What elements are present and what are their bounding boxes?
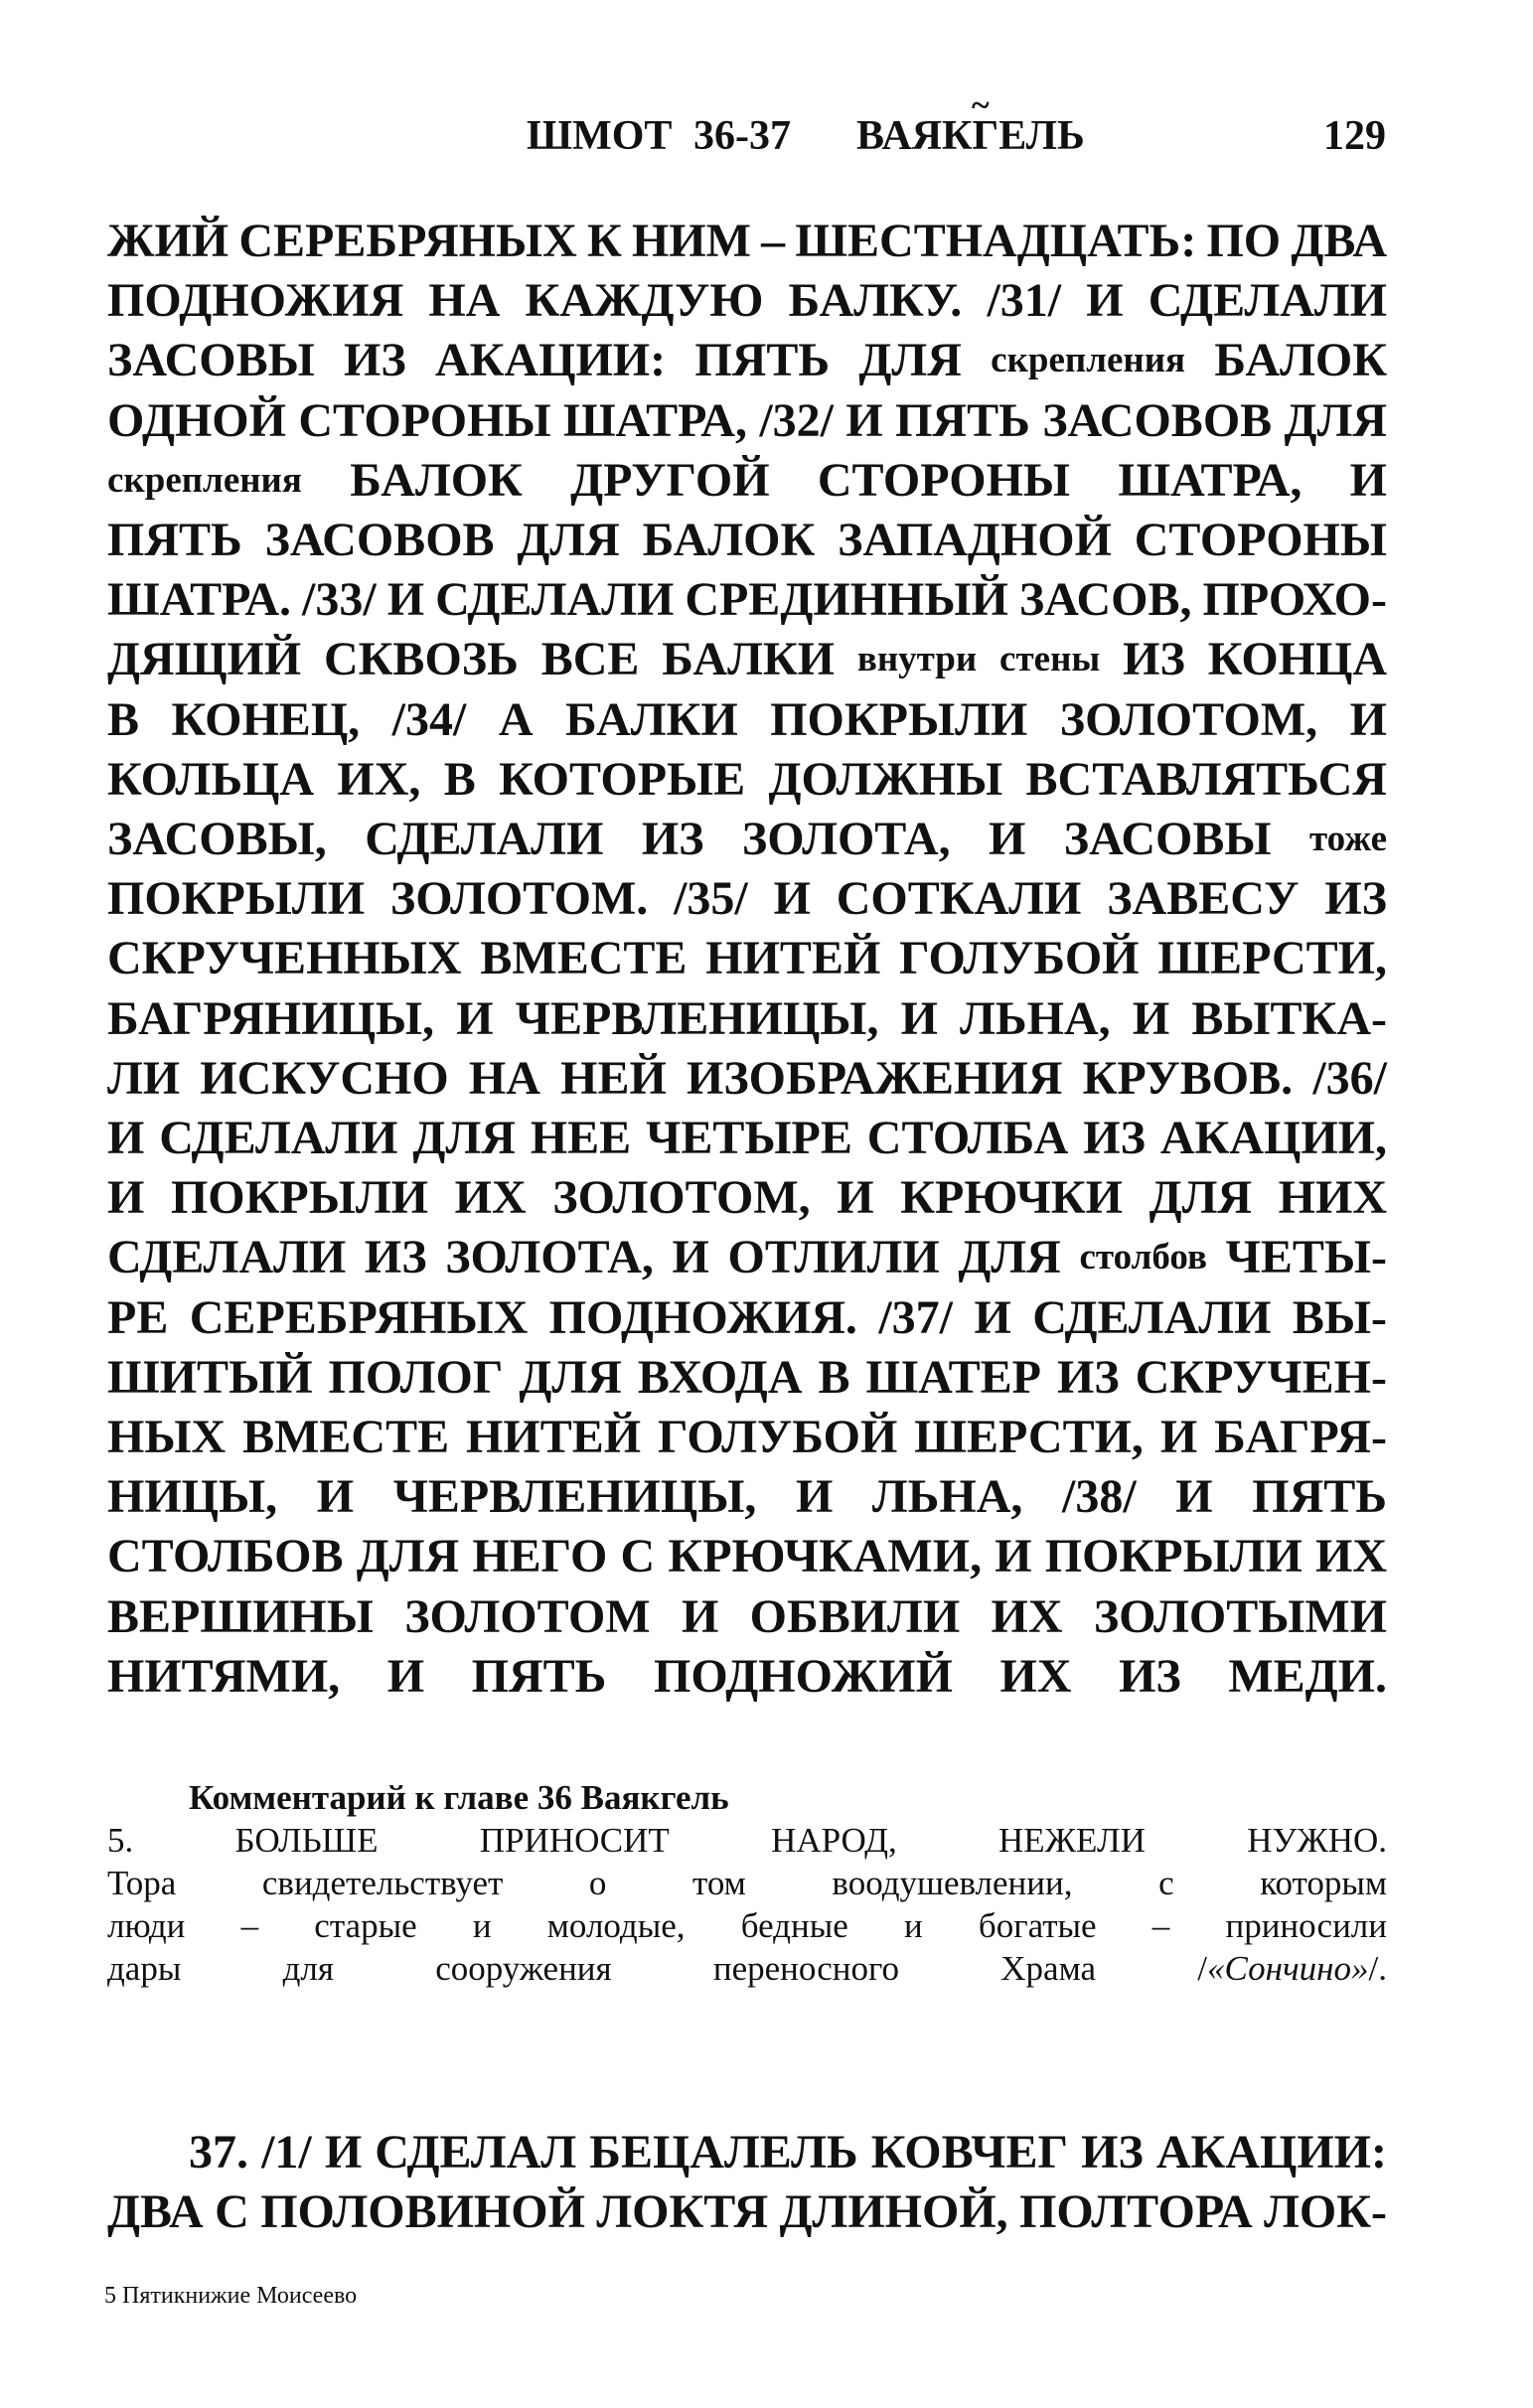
word: НИЦЫ, [107,1470,278,1524]
running-head-parsha: ВАЯКГЕЛЬ [856,113,1085,159]
word: /36/ [1312,1051,1387,1105]
word: ШАТЕР [865,1350,1041,1404]
footer-signature: 5 Пятикнижие Моисеево [104,2283,358,2309]
word: ДЛЯ [1284,393,1387,447]
word: ОТЛИЛИ [727,1231,940,1284]
word: СЕРЕБРЯНЫХ [238,215,577,267]
word: ЧЕРВЛЕНИЦЫ, [515,991,879,1045]
word: 37. [189,2126,248,2179]
scripture-line [107,391,1387,451]
word: АКАЦИИ: [1155,2126,1387,2179]
word: /35/ [674,872,748,926]
word: НИТЕЙ [466,1411,642,1463]
word: ИЗ [364,1231,427,1284]
scripture-line [107,212,1387,271]
word: НИХ [1278,1171,1387,1225]
scripture-line [107,2182,1387,2242]
scripture-line [107,750,1387,810]
word: и [903,1906,923,1945]
running-head-book: ШМОТ [527,113,673,159]
word: ВХОДА [637,1350,803,1404]
word: НИТЕЙ [705,932,881,985]
word: ЗАПАДНОЙ [838,514,1112,566]
word: СРЕДИННЫЙ [685,573,1008,627]
word: ИЗ [1119,1649,1181,1703]
word: ВЫ- [1292,1290,1387,1344]
word: ЗОЛОТОМ, [1059,692,1318,746]
word: И [989,813,1026,865]
word: ЗАСОВОВ [1042,393,1273,447]
word: И [107,1171,145,1225]
word: И [974,1290,1011,1344]
word: ЛЬНА, [871,1470,1023,1524]
word: СТОРОНЫ [1134,514,1387,566]
scripture-line [107,1647,1387,1707]
word: КОТОРЫЕ [499,752,746,806]
word: богатые [978,1906,1097,1945]
word: БЕЦАЛЕЛЬ [589,2126,858,2179]
word: КОВЧЕГ [870,2126,1069,2179]
word: И [795,1470,834,1524]
word: о [588,1864,607,1902]
word: БОЛЬШЕ [234,1821,379,1860]
word: ЛОК- [1264,2185,1387,2239]
word: С [215,2185,249,2239]
word: ИХ [999,1649,1072,1703]
word: НИТЯМИ, [107,1649,341,1703]
word: НУЖНО. [1247,1821,1387,1860]
running-head [0,111,1533,161]
word: ЗАСОВ, [1018,573,1192,627]
word: БАЛКИ [565,692,738,746]
word: старые [314,1906,417,1945]
word: свидетельствует [261,1864,504,1902]
word: И [324,2126,363,2179]
word: И [672,1231,709,1284]
word: И [1175,1470,1213,1524]
word: ИХ [454,1171,527,1225]
word: КРУВОВ. [1082,1051,1294,1105]
word: БАГРЯНИЦЫ, [107,991,435,1045]
word: ПО [1206,215,1282,267]
word: Тора [107,1864,177,1902]
word: И [995,1530,1032,1583]
word: БАЛКИ [662,633,835,686]
word: ЛЬНА, [960,991,1111,1045]
word: РЕ [107,1290,169,1344]
word: В [443,752,476,806]
word: ИХ, [337,752,421,806]
word: /37/ [878,1290,954,1344]
word: БАЛОК [1214,334,1387,387]
word: и [472,1906,492,1945]
word: И [845,393,883,447]
scripture-line [107,1527,1387,1586]
word: А [498,692,534,746]
word: ДЛИНОЙ, [779,2185,1008,2239]
scripture-line [107,1228,1387,1287]
word: ЗАСОВЫ [1063,813,1272,865]
word: ШАТРА, [1118,453,1303,507]
word: скрепления [107,459,302,501]
word: ВЫТКА- [1191,991,1387,1045]
word: ДВА [107,2185,204,2239]
word: НИМ [631,215,751,267]
commentary-line [107,1947,1387,1990]
word: ВСЕ [540,633,640,686]
word: БАЛОК [642,514,816,566]
word: ЧЕТЫРЕ [646,1112,852,1164]
word: АКАЦИИ: [434,334,667,387]
scripture-line [107,989,1387,1049]
word: БАЛКУ. [788,274,963,328]
word: ИСКУСНО [200,1051,449,1105]
word: ДЛЯ [958,1231,1061,1284]
word: СТОРОНЫ [817,453,1071,507]
word: СДЕЛАЛ [375,2126,577,2179]
word: И [386,1649,425,1703]
word: ИЗ [641,813,704,865]
word: И [107,1112,145,1164]
word: /31/ [987,274,1062,328]
word: И [1349,692,1387,746]
word: ДЛЯ [356,1530,460,1583]
word: ПОКРЫЛИ [770,692,1028,746]
word: сооружения [435,1949,612,1988]
word: переносного [712,1949,900,1988]
word: ПОКРЫЛИ [107,872,366,926]
word: НА [428,274,501,328]
word: ВМЕСТЕ [242,1411,450,1463]
word: – [1151,1906,1170,1945]
scripture-line [107,1408,1387,1467]
word: ПОКРЫЛИ [1044,1530,1303,1583]
word: ЗОЛОТОМ, [552,1171,811,1225]
word: ПРОХО- [1202,573,1387,627]
word: СДЕЛАЛИ [1148,274,1387,328]
word: ИЗ [1056,1350,1120,1404]
word: МЕДИ. [1228,1649,1387,1703]
word: ДЛЯ [519,1350,622,1404]
word: СКВОЗЬ [323,633,519,686]
word: ЧЕТЫ- [1225,1231,1387,1284]
word: НЕЕ [530,1112,632,1164]
word: /1/ [261,2126,312,2179]
word: /32/ [759,393,834,447]
word: 5. [107,1821,134,1860]
scripture-line [107,1348,1387,1408]
word: ИЗ [1081,2126,1144,2179]
word: ПОЛТОРА [1019,2185,1253,2239]
word: ПОДНОЖИЯ. [548,1290,857,1344]
word: /38/ [1062,1470,1137,1524]
word: СТОРОНЫ [298,393,551,447]
word: дары [107,1949,182,1988]
word: ЗАСОВОВ [264,514,495,566]
scripture-line [107,1288,1387,1348]
word: ШИТЫЙ [107,1350,313,1404]
word: которым [1260,1864,1387,1902]
scripture-line [189,2123,1387,2182]
word: ВМЕСТЕ [480,932,688,985]
word: В [818,1350,850,1404]
word: ПЯТЬ [895,393,1030,447]
scripture-line [107,331,1387,390]
word: ДЛЯ [517,514,620,566]
word: ЛИ [107,1051,181,1105]
word: ЛОКТЯ [596,2185,769,2239]
word: СДЕЛАЛИ [365,813,604,865]
word: СДЕЛАЛИ [159,1112,398,1164]
word: И [1159,1411,1198,1463]
scripture-line [107,630,1387,689]
tilde-diacritic-icon: ~ [972,87,990,124]
word: СКРУЧЕННЫХ [107,932,462,985]
commentary-line [107,1862,1387,1904]
word: скрепления [991,340,1186,381]
word: с [1158,1864,1174,1902]
word: КОНЦА [1207,633,1387,686]
word: ПОКРЫЛИ [170,1171,428,1225]
word: ИХ [991,1589,1063,1643]
word: ОДНОЙ [107,393,286,447]
scripture-line [107,451,1387,511]
word: ДЯЩИЙ [107,633,302,686]
word: КОЛЬЦА [107,752,315,806]
word: ЗАСОВЫ, [107,813,327,865]
commentary-line [107,1904,1387,1947]
word: стены [999,639,1101,680]
word: ПОЛОГ [328,1350,504,1404]
word: АКАЦИИ, [1159,1112,1387,1164]
scripture-line [107,869,1387,929]
word: В [107,692,140,746]
word: ИХ [1315,1530,1387,1583]
word: НЕЙ [560,1051,667,1105]
word: И [681,1589,719,1643]
word: ГОЛУБОЙ [899,932,1140,985]
word: И [1086,274,1124,328]
word: И [1132,991,1170,1045]
word: КРЮЧКИ [900,1171,1123,1225]
word: Храма [1000,1949,1097,1988]
word: ЗОЛОТОМ. [389,872,649,926]
word: для [282,1949,334,1988]
word: ПЯТЬ [107,514,242,566]
word: ВЕРШИНЫ [107,1589,374,1643]
word: ГОЛУБОЙ [657,1411,898,1463]
word: НАРОД, [771,1821,897,1860]
word: ПЯТЬ [471,1649,607,1703]
word: столбов [1079,1237,1207,1279]
word: ПЯТЬ [1252,1470,1387,1524]
word: приносили [1225,1906,1387,1945]
word: ШАТРА, [562,393,747,447]
word: СЕРЕБРЯНЫХ [189,1290,529,1344]
scripture-line [107,1049,1387,1109]
word: ЗОЛОТЫМИ [1093,1589,1387,1643]
word: С [620,1530,656,1583]
word: ПЯТЬ [694,334,831,387]
word: КАЖДУЮ [525,274,764,328]
word: ЖИЙ [107,215,230,267]
word: ШЕРСТИ, [1157,932,1387,985]
word: СДЕЛАЛИ [107,1231,347,1284]
word: БАЛОК [350,453,523,507]
word: ДВА [1291,215,1387,267]
word: ЗОЛОТОМ [404,1589,651,1643]
word: ВСТАВЛЯТЬСЯ [1025,752,1387,806]
word: /34/ [391,692,467,746]
word: тоже [1308,819,1387,859]
word: К [586,215,622,267]
scripture-line [107,271,1387,331]
word: ПОДНОЖИЙ [653,1649,953,1703]
word: люди [107,1906,186,1945]
scripture-line [107,1168,1387,1228]
word: ДЛЯ [412,1112,516,1164]
word: СОТКАЛИ [836,872,1082,926]
word: /«Сончино»/. [1197,1949,1387,1988]
word: ИЗ [344,334,406,387]
word: том [692,1864,746,1902]
word: – [761,215,786,267]
scripture-line [107,690,1387,750]
word: БАГРЯ- [1214,1411,1387,1463]
word: ДЛЯ [1149,1171,1253,1225]
word: ШЕСТНАДЦАТЬ: [795,215,1197,267]
word: НЕГО [472,1530,608,1583]
word: бедные [740,1906,848,1945]
word: ШЕРСТИ, [914,1411,1144,1463]
word: СКРУЧЕН- [1135,1350,1387,1404]
scripture-line [107,810,1387,869]
word: И [773,872,811,926]
scripture-line [107,1587,1387,1647]
word: И [900,991,938,1045]
word: ДОЛЖНЫ [768,752,1003,806]
word: ИЗ [1324,872,1387,926]
scripture-line [107,1109,1387,1168]
commentary-line [107,1819,1387,1862]
word: ЧЕРВЛЕНИЦЫ, [392,1470,757,1524]
word: НЕЖЕЛИ [998,1821,1146,1860]
scripture-line [107,929,1387,988]
word: СТОЛБОВ [107,1530,344,1583]
word: НЫХ [107,1411,227,1463]
word: И [316,1470,355,1524]
word: ДЛЯ [858,334,962,387]
word: внутри [856,639,978,680]
word: воодушевлении, [832,1864,1073,1902]
word: молодые, [546,1906,686,1945]
scripture-line [107,511,1387,570]
word: ПОЛОВИНОЙ [260,2185,585,2239]
word: ОБВИЛИ [749,1589,961,1643]
word: ИЗОБРАЖЕНИЯ [686,1051,1063,1105]
commentary-heading: Комментарий к главе 36 Ваякгель [189,1778,729,1817]
word: ПОДНОЖИЯ [107,274,404,328]
word: ДРУГОЙ [570,453,770,507]
word: КОНЕЦ, [171,692,361,746]
word: ЗОЛОТА, [445,1231,654,1284]
word: /33/ [302,573,377,627]
word: ЗОЛОТА, [741,813,951,865]
word: КРЮЧКАМИ, [668,1530,983,1583]
scripture-line [107,1467,1387,1527]
word: СДЕЛАЛИ [435,573,675,627]
word: ИЗ [1123,633,1185,686]
word: И [1349,453,1387,507]
word: ЗАСОВЫ [107,334,315,387]
word: И [837,1171,874,1225]
scripture-line [107,570,1387,630]
word: И [386,573,425,627]
word: ИЗ [1083,1112,1146,1164]
word: ШАТРА. [107,573,292,627]
word: НА [468,1051,540,1105]
running-head-chapters: 36-37 [693,113,791,159]
word: И [456,991,494,1045]
word: СТОЛБА [866,1112,1069,1164]
word: – [240,1906,259,1945]
word: ЗАВЕСУ [1107,872,1300,926]
page-number: 129 [1323,113,1386,159]
word: СДЕЛАЛИ [1032,1290,1272,1344]
word: ПРИНОСИТ [479,1821,670,1860]
